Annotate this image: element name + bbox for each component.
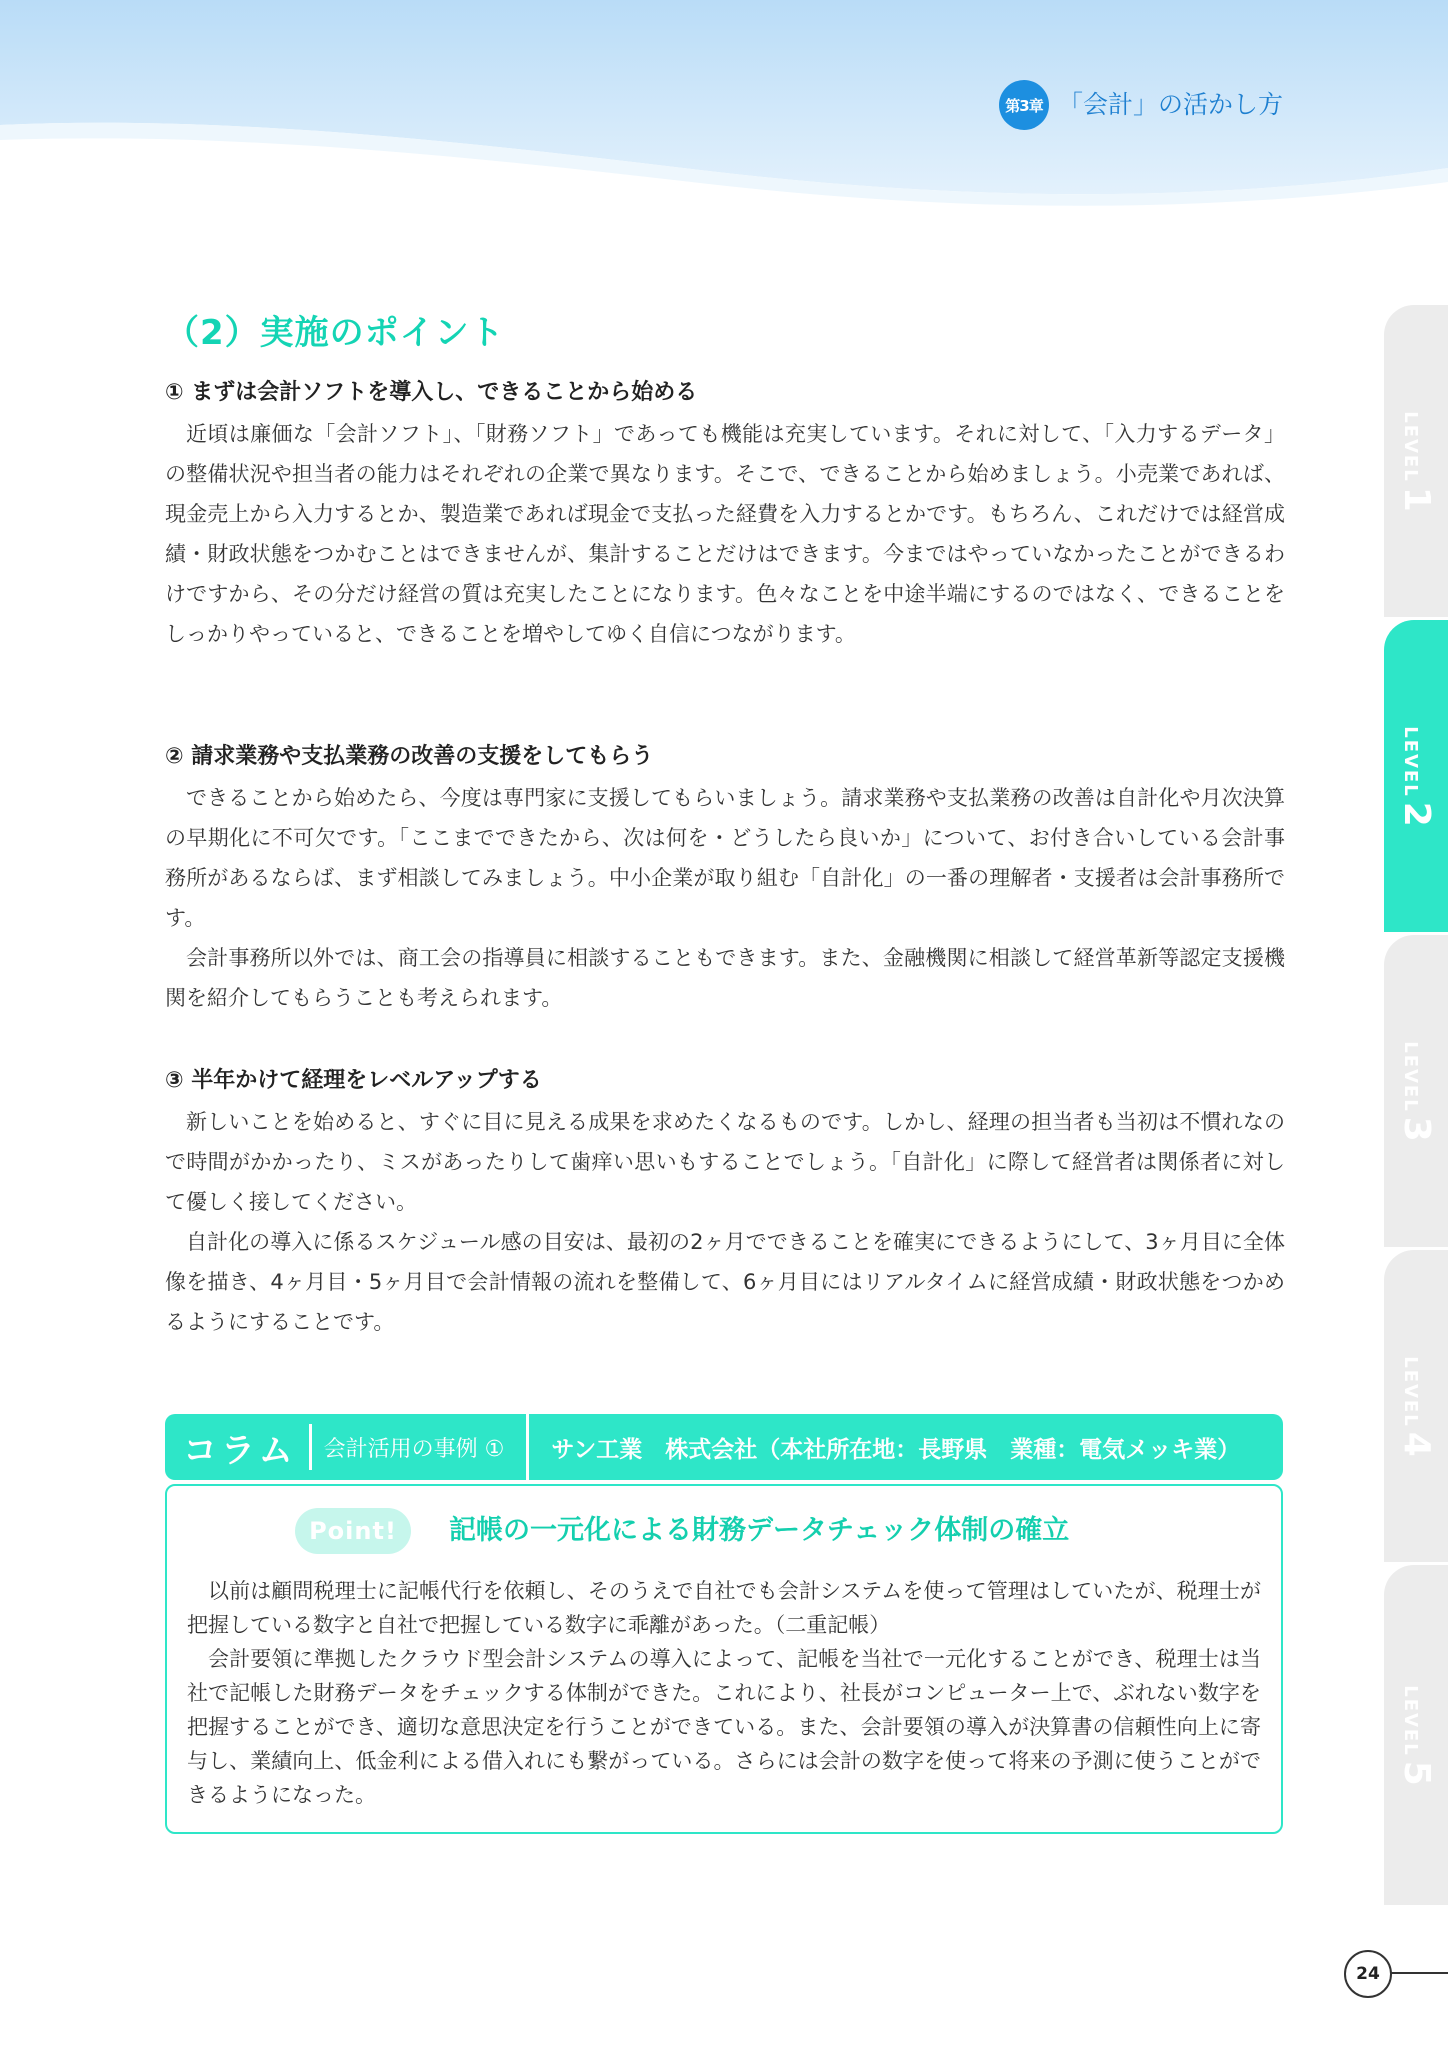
level-tab-4[interactable]: [1384, 1250, 1448, 1562]
column-divider: [526, 1414, 529, 1480]
page-number-rule: [1390, 1972, 1448, 1974]
column-header: [165, 1414, 1283, 1480]
subsection-heading: ① まずは会計ソフトを導入し、できることから始める: [165, 380, 698, 405]
subsection-1: [165, 376, 1285, 654]
level-tab-5[interactable]: [1384, 1565, 1448, 1905]
column-case-label: 会計活用の事例 ①: [323, 1436, 505, 1462]
column-divider: [309, 1424, 312, 1470]
section-heading: （2）実施のポイント: [165, 313, 505, 353]
level-tab-number: 4: [1395, 1431, 1437, 1457]
paragraph: 近頃は廉価な「会計ソフト」、「財務ソフト」であっても機能は充実しています。それに対して、「入力するデータ」の整備状況や担当者の能力はそれぞれの企業で異なります。そこで、できることから始めましょう。小売業であれば、現金売上から入力するとか、製造業であれば現金で支払った経費を入力するとかです。もちろん、これだけでは経営成績・財政状態をつかむことはできませんが、集計することだけはできます。今まではやっていなかったことができるわけですから、その分だけ経営の質は充実したことになります。色々なことを中途半端にするのではなく、できることをしっかりやっていると、できることを増やしてゆく自信につながります。: [165, 422, 1285, 646]
level-tab-word: LEVEL: [1399, 410, 1421, 483]
level-tab-number: 3: [1395, 1116, 1437, 1142]
subsection-3: [165, 1064, 1285, 1342]
level-tab-word: LEVEL: [1399, 1355, 1421, 1428]
page-number: 24: [1344, 1950, 1392, 1998]
column-paragraph: 会計要領に準拠したクラウド型会計システムの導入によって、記帳を当社で一元化することができ、税理士は当社で記帳した財務データをチェックする体制ができた。これにより、社長がコンピューター上で、ぶれない数字を把握することができ、適切な意思決定を行うことができている。また、会計要領の導入が決算書の信頼性向上に寄与し、業績向上、低金利による借入れにも繋がっている。さらには会計の数字を使って将来の予測に使うことができるようになった。: [187, 1647, 1261, 1807]
point-title: 記帳の一元化による財務データチェック体制の確立: [449, 1515, 1070, 1546]
level-tab-3[interactable]: [1384, 935, 1448, 1247]
level-tab-number: 1: [1395, 486, 1437, 512]
column-body: [165, 1484, 1283, 1834]
paragraph: 会計事務所以外では、商工会の指導員に相談することもできます。また、金融機関に相談して経営革新等認定支援機関を紹介してもらうことも考えられます。: [165, 946, 1285, 1010]
column-company: サン工業 株式会社（本社所在地：長野県 業種：電気メッキ業）: [551, 1436, 1241, 1463]
subsection-heading: ② 請求業務や支払業務の改善の支援をしてもらう: [165, 744, 654, 769]
column-text: [187, 1574, 1261, 1812]
chapter-badge: 第3章: [999, 80, 1049, 130]
level-tab-word: LEVEL: [1399, 1684, 1421, 1757]
point-badge: Point!: [295, 1508, 411, 1554]
chapter-title: 「会計」の活かし方: [1058, 90, 1284, 119]
paragraph: できることから始めたら、今度は専門家に支援してもらいましょう。請求業務や支払業務の改善は自計化や月次決算の早期化に不可欠です。「ここまでできたから、次は何を・どうしたら良いか」について、お付き合いしている会計事務所があるならば、まず相談してみましょう。中小企業が取り組む「自計化」の一番の理解者・支援者は会計事務所です。: [165, 786, 1285, 930]
paragraph: 自計化の導入に係るスケジュール感の目安は、最初の2ヶ月でできることを確実にできるようにして、3ヶ月目に全体像を描き、4ヶ月目・5ヶ月目で会計情報の流れを整備して、6ヶ月目にはリアルタイムに経営成績・財政状態をつかめるようにすることです。: [165, 1230, 1285, 1334]
level-tab-number: 2: [1395, 801, 1437, 827]
level-tab-1[interactable]: [1384, 305, 1448, 617]
column-label: コラム: [183, 1430, 297, 1471]
subsection-heading: ③ 半年かけて経理をレベルアップする: [165, 1068, 542, 1093]
level-tab-number: 5: [1395, 1760, 1437, 1786]
column-paragraph: 以前は顧問税理士に記帳代行を依頼し、そのうえで自社でも会計システムを使って管理はしていたが、税理士が把握している数字と自社で把握している数字に乖離があった。（二重記帳）: [187, 1579, 1261, 1637]
level-tab-2[interactable]: [1384, 620, 1448, 932]
paragraph: 新しいことを始めると、すぐに目に見える成果を求めたくなるものです。しかし、経理の担当者も当初は不慣れなので時間がかかったり、ミスがあったりして歯痒い思いもすることでしょう。「自計化」に際して経営者は関係者に対して優しく接してください。: [165, 1110, 1285, 1214]
subsection-2: [165, 740, 1285, 1018]
level-tab-word: LEVEL: [1399, 725, 1421, 798]
level-tab-word: LEVEL: [1399, 1040, 1421, 1113]
